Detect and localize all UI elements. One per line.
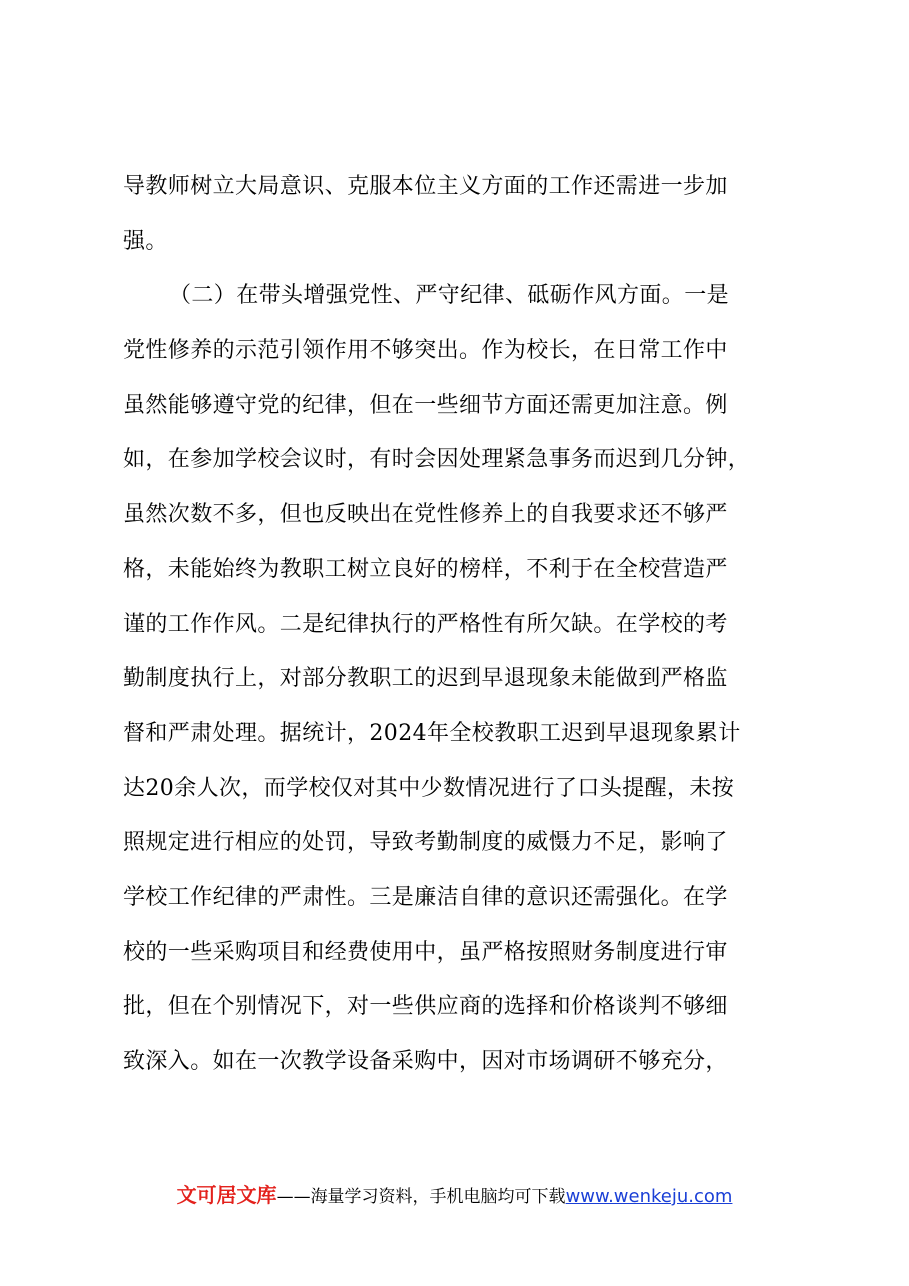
text-line: 致深入。如在一次教学设备采购中，因对市场调研不够充分，	[123, 1049, 728, 1074]
text-line: 督和严肃处理。据统计，2024年全校教职工迟到早退现象累计	[123, 720, 741, 746]
text-line: 勤制度执行上，对部分教职工的迟到早退现象未能做到严格监	[123, 666, 728, 692]
text-line: 照规定进行相应的处罚，导致考勤制度的威慑力不足，影响了	[123, 830, 728, 856]
text-line: 校的一些采购项目和经费使用中，虽严格按照财务制度进行审	[123, 939, 728, 965]
text-line: 格，未能始终为教职工树立良好的榜样，不利于在全校营造严	[123, 556, 728, 582]
text-line: 谨的工作作风。二是纪律执行的严格性有所欠缺。在学校的考	[123, 611, 728, 637]
text-line: 导教师树立大局意识、克服本位主义方面的工作还需进一步加	[123, 174, 728, 199]
website-link[interactable]: www.wenkeju.com	[565, 1186, 733, 1207]
text-line: 党性修养的示范引领作用不够突出。作为校长，在日常工作中	[123, 338, 728, 364]
text-line: 达20余人次，而学校仅对其中少数情况进行了口头提醒，未按	[123, 775, 735, 801]
footer-slogan: ——海量学习资料，手机电脑均可下载	[276, 1187, 566, 1207]
brand-name: 文可居文库	[176, 1183, 277, 1207]
footer-banner	[0, 1181, 909, 1211]
text-line: 虽然能够遵守党的纪律，但在一些细节方面还需更加注意。例	[123, 392, 728, 418]
text-line: 强。	[123, 228, 168, 254]
text-line: 学校工作纪律的严肃性。三是廉洁自律的意识还需强化。在学	[123, 884, 728, 910]
document-body	[123, 160, 793, 1090]
text-line: 虽然次数不多，但也反映出在党性修养上的自我要求还不够严	[123, 502, 728, 528]
text-line: 批，但在个别情况下，对一些供应商的选择和价格谈判不够细	[123, 994, 728, 1020]
text-line: 如，在参加学校会议时，有时会因处理紧急事务而迟到几分钟，	[123, 447, 751, 473]
section-heading-line: （二）在带头增强党性、严守纪律、砥砺作风方面。一是	[169, 283, 730, 309]
